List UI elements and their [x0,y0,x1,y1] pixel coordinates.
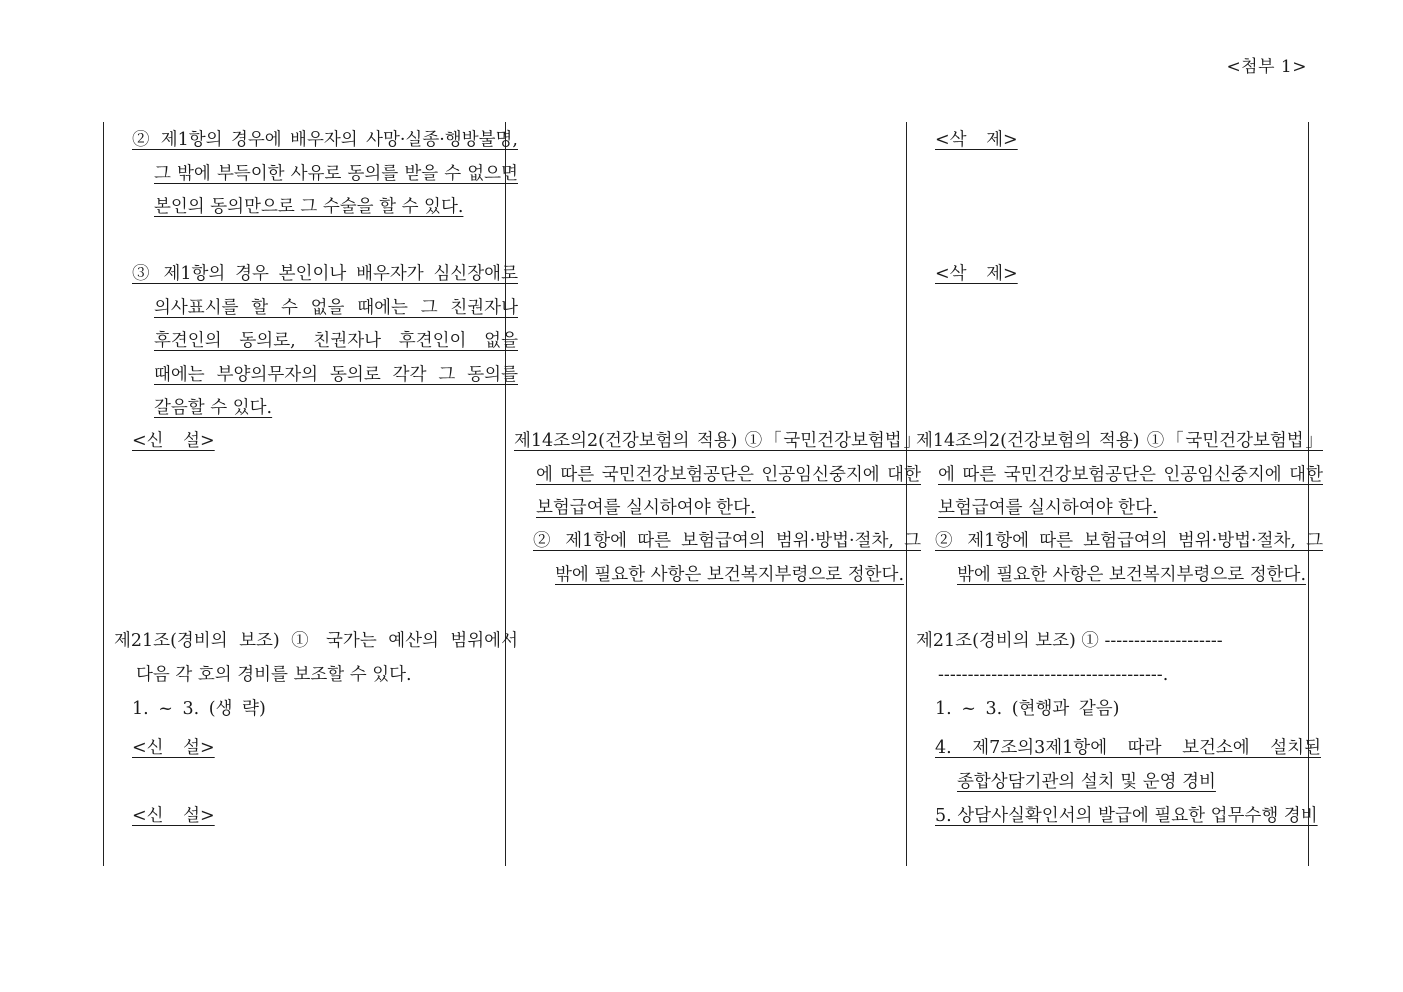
comparison-table [103,122,1323,866]
article-14-2-paragraph-2: ② 제1항에 따른 보험급여의 범위·방법·절차, 그 밖에 필요한 사항은 보건복지부령으로 정한다. [935,531,1323,585]
new-provision-marker: <신 설> [132,738,215,758]
article-21-heading: 제21조(경비의 보조) ① 국가는 예산의 범위에서 다음 각 호의 경비를 보조할 수 있다. [114,631,518,685]
new-provision-marker: <신 설> [132,806,215,826]
paragraph-2-consent: ② 제1항의 경우에 배우자의 사망·실종·행방불명, 그 밖에 부득이한 사유로 동의를 받을 수 없으면 본인의 동의만으로 그 수술을 할 수 있다. [132,130,518,217]
item-5-confirmation-expense: 5. 상담사실확인서의 발급에 필요한 업무수행 경비 [935,806,1318,826]
deleted-marker: <삭 제> [935,130,1018,150]
column-current-law [104,122,518,866]
article-14-2-paragraph-2: ② 제1항에 따른 보험급여의 범위·방법·절차, 그 밖에 필요한 사항은 보건복지부령으로 정한다. [533,531,921,585]
deleted-marker: <삭 제> [935,264,1018,284]
column-amendment-a [506,122,921,866]
item-4-counseling-center-expense: 4. 제7조의3제1항에 따라 보건소에 설치된 종합상담기관의 설치 및 운영 경비 [935,738,1321,792]
article-14-2-paragraph-1: 제14조의2(건강보험의 적용) ①「국민건강보험법」에 따른 국민건강보험공단은 인공임신중지에 대한 보험급여를 실시하여야 한다. [916,431,1323,518]
attachment-label: <첨부 1> [1226,57,1307,77]
column-amendment-b [907,122,1323,866]
items-1-3-unchanged: 1. ~ 3. (현행과 같음) [935,699,1120,719]
items-1-3-omitted: 1. ~ 3. (생 략) [132,699,266,719]
paragraph-3-consent-substitute: ③ 제1항의 경우 본인이나 배우자가 심신장애로 의사표시를 할 수 없을 때에는 그 친권자나 후견인의 동의로, 친권자나 후견인이 없을 때에는 부양의무자의 동의로 각각 그 동의를 갈음할 수 있다. [132,264,518,418]
new-provision-marker: <신 설> [132,431,215,451]
article-21-heading: 제21조(경비의 보조) ① -------------------- [916,631,1223,651]
article-21-continuation: --------------------------------------. [938,665,1169,685]
article-14-2-paragraph-1: 제14조의2(건강보험의 적용) ①「국민건강보험법」에 따른 국민건강보험공단은 인공임신중지에 대한 보험급여를 실시하여야 한다. [514,431,921,518]
